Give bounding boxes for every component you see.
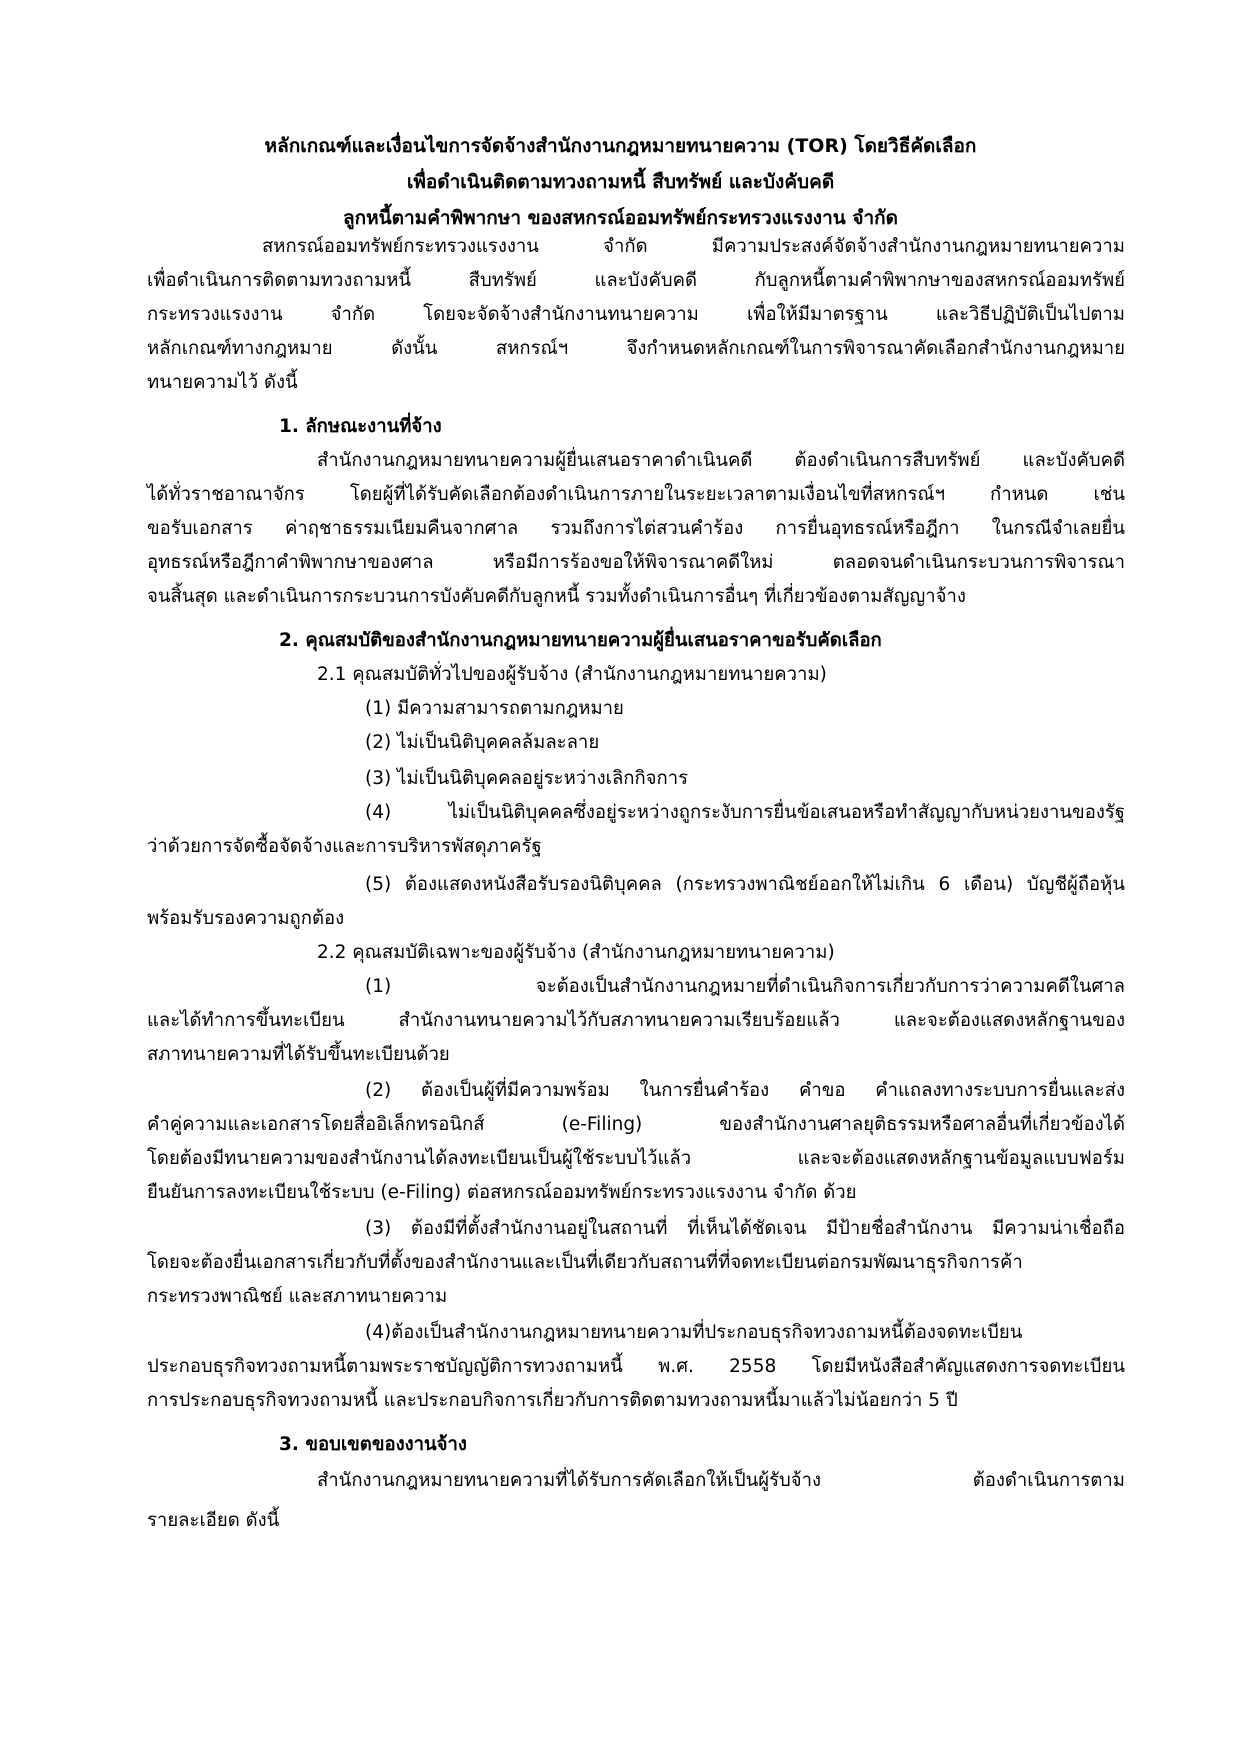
qualification-item: (5) ต้องแสดงหนังสือรับรองนิติบุคคล (กระทรวงพาณิชย์ออกให้ไม่เกิน 6 เดือน) บัญชีผู้ถือหุ้น (365, 874, 1125, 895)
qualification-item: (4) ไม่เป็นนิติบุคคลซึ่งอยู่ระหว่างถูกระงับการยื่นข้อเสนอหรือทำสัญญากับหน่วยงานของรัฐ (365, 802, 1125, 823)
qualification-item-cont: ว่าด้วยการจัดซื้อจัดจ้างและการบริหารพัสดุภาครัฐ (147, 836, 542, 857)
specific-item-cont: โดยต้องมีทนายความของสำนักงานได้ลงทะเบียนเป็นผู้ใช้ระบบไว้แล้ว และจะต้องแสดงหลักฐานข้อมูลแบบฟอร์ม (147, 1148, 1125, 1169)
qualification-item-cont: พร้อมรับรองความถูกต้อง (147, 908, 345, 929)
title-line-3: ลูกหนี้ตามคำพิพากษา ของสหกรณ์ออมทรัพย์กระทรวงแรงงาน จำกัด (343, 207, 898, 229)
specific-item-cont: ประกอบธุรกิจทวงถามหนี้ตามพระราชบัญญัติการทวงถามหนี้ พ.ศ. 2558 โดยมีหนังสือสำคัญแสดงการจดทะเบียน (147, 1356, 1125, 1377)
section-1-line: จนสิ้นสุด และดำเนินการกระบวนการบังคับคดีกับลูกหนี้ รวมทั้งดำเนินการอื่นๆ ที่เกี่ยวข้องตามสัญญาจ้าง (147, 586, 966, 607)
section-1-line: อุทธรณ์หรือฎีกาคำพิพากษาของศาล หรือมีการร้องขอให้พิจารณาคดีใหม่ ตลอดจนดำเนินกระบวนการพิจารณา (147, 552, 1125, 573)
specific-item-cont: โดยจะต้องยื่นเอกสารเกี่ยวกับที่ตั้งของสำนักงานและเป็นที่เดียวกับสถานที่ที่จดทะเบียนต่อกรมพัฒนาธุรกิจการค้า (147, 1252, 1023, 1273)
specific-item-cont: ยืนยันการลงทะเบียนใช้ระบบ (e-Filing) ต่อสหกรณ์ออมทรัพย์กระทรวงแรงงาน จำกัด ด้วย (147, 1182, 857, 1203)
intro-line: เพื่อดำเนินการติดตามทวงถามหนี้ สืบทรัพย์ และบังคับคดี กับลูกหนี้ตามคำพิพากษาของสหกรณ์ออมทรัพย์ (147, 270, 1125, 291)
section-2-2-heading: 2.2 คุณสมบัติเฉพาะของผู้รับจ้าง (สำนักงานกฎหมายทนายความ) (317, 942, 835, 963)
section-1-line: ขอรับเอกสาร ค่าฤชาธรรมเนียมคืนจากศาล รวมถึงการไต่สวนคำร้อง การยื่นอุทธรณ์หรือฎีกา ในกรณีจำเลยยื่น (147, 518, 1125, 539)
title-line-2: เพื่อดำเนินติดตามทวงถามหนี้ สืบทรัพย์ และบังคับคดี (406, 171, 835, 193)
section-3-line: รายละเอียด ดังนี้ (147, 1510, 280, 1531)
specific-item-cont: คำคู่ความและเอกสารโดยสื่ออิเล็กทรอนิกส์ (e-Filing) ของสำนักงานศาลยุติธรรมหรือศาลอื่นที่เกี่ยวข้องได้ (147, 1114, 1125, 1135)
document-title (120, 128, 1121, 236)
specific-item: (4)ต้องเป็นสำนักงานกฎหมายทนายความที่ประกอบธุรกิจทวงถามหนี้ต้องจดทะเบียน (365, 1322, 1023, 1343)
section-1-heading: 1. ลักษณะงานที่จ้าง (279, 416, 442, 437)
intro-line: หลักเกณฑ์ทางกฎหมาย ดังนั้น สหกรณ์ฯ จึงกำหนดหลักเกณฑ์ในการพิจารณาคัดเลือกสำนักงานกฎหมาย (147, 338, 1125, 359)
qualification-item: (1) มีความสามารถตามกฎหมาย (365, 698, 624, 719)
intro-line: สหกรณ์ออมทรัพย์กระทรวงแรงงาน จำกัด มีความประสงค์จัดจ้างสำนักงานกฎหมายทนายความ (262, 236, 1125, 257)
intro-line: กระทรวงแรงงาน จำกัด โดยจะจัดจ้างสำนักงานทนายความ เพื่อให้มีมาตรฐาน และวิธีปฏิบัติเป็นไปตาม (147, 304, 1125, 325)
specific-item: (2) ต้องเป็นผู้ที่มีความพร้อม ในการยื่นคำร้อง คำขอ คำแถลงทางระบบการยื่นและส่ง (365, 1080, 1125, 1101)
section-3-line: สำนักงานกฎหมายทนายความที่ได้รับการคัดเลือกให้เป็นผู้รับจ้าง ต้องดำเนินการตาม (317, 1470, 1125, 1491)
qualification-item: (3) ไม่เป็นนิติบุคคลอยู่ระหว่างเลิกกิจการ (365, 768, 689, 789)
specific-item: (1) จะต้องเป็นสำนักงานกฎหมายที่ดำเนินกิจการเกี่ยวกับการว่าความคดีในศาล (365, 976, 1125, 997)
section-1-line: สำนักงานกฎหมายทนายความผู้ยื่นเสนอราคาดำเนินคดี ต้องดำเนินการสืบทรัพย์ และบังคับคดี (317, 450, 1125, 471)
specific-item-cont: สภาทนายความที่ได้รับขึ้นทะเบียนด้วย (147, 1044, 450, 1065)
specific-item-cont: กระทรวงพาณิชย์ และสภาทนายความ (147, 1286, 448, 1307)
title-line-1: หลักเกณฑ์และเงื่อนไขการจัดจ้างสำนักงานกฎหมายทนายความ (TOR) โดยวิธีคัดเลือก (264, 135, 977, 157)
section-3-heading: 3. ขอบเขตของงานจ้าง (279, 1434, 467, 1455)
qualification-item: (2) ไม่เป็นนิติบุคคลล้มละลาย (365, 732, 600, 753)
section-1-line: ได้ทั่วราชอาณาจักร โดยผู้ที่ได้รับคัดเลือกต้องดำเนินการภายในระยะเวลาตามเงื่อนไขที่สหกรณ์ฯ กำหนด เช่น (147, 484, 1125, 505)
intro-line: ทนายความไว้ ดังนี้ (147, 372, 298, 393)
specific-item: (3) ต้องมีที่ตั้งสำนักงานอยู่ในสถานที่ ที่เห็นได้ชัดเจน มีป้ายชื่อสำนักงาน มีความน่าเชื่อถือ (365, 1218, 1125, 1239)
section-2-1-heading: 2.1 คุณสมบัติทั่วไปของผู้รับจ้าง (สำนักงานกฎหมายทนายความ) (317, 664, 827, 685)
specific-item-cont: การประกอบธุรกิจทวงถามหนี้ และประกอบกิจการเกี่ยวกับการติดตามทวงถามหนี้มาแล้วไม่น้อยกว่า 5 ปี (147, 1390, 958, 1411)
section-2-heading: 2. คุณสมบัติของสำนักงานกฎหมายทนายความผู้ยื่นเสนอราคาขอรับคัดเลือก (279, 630, 882, 651)
specific-item-cont: และได้ทำการขึ้นทะเบียน สำนักงานทนายความไว้กับสภาทนายความเรียบร้อยแล้ว และจะต้องแสดงหลักฐานของ (147, 1010, 1125, 1031)
